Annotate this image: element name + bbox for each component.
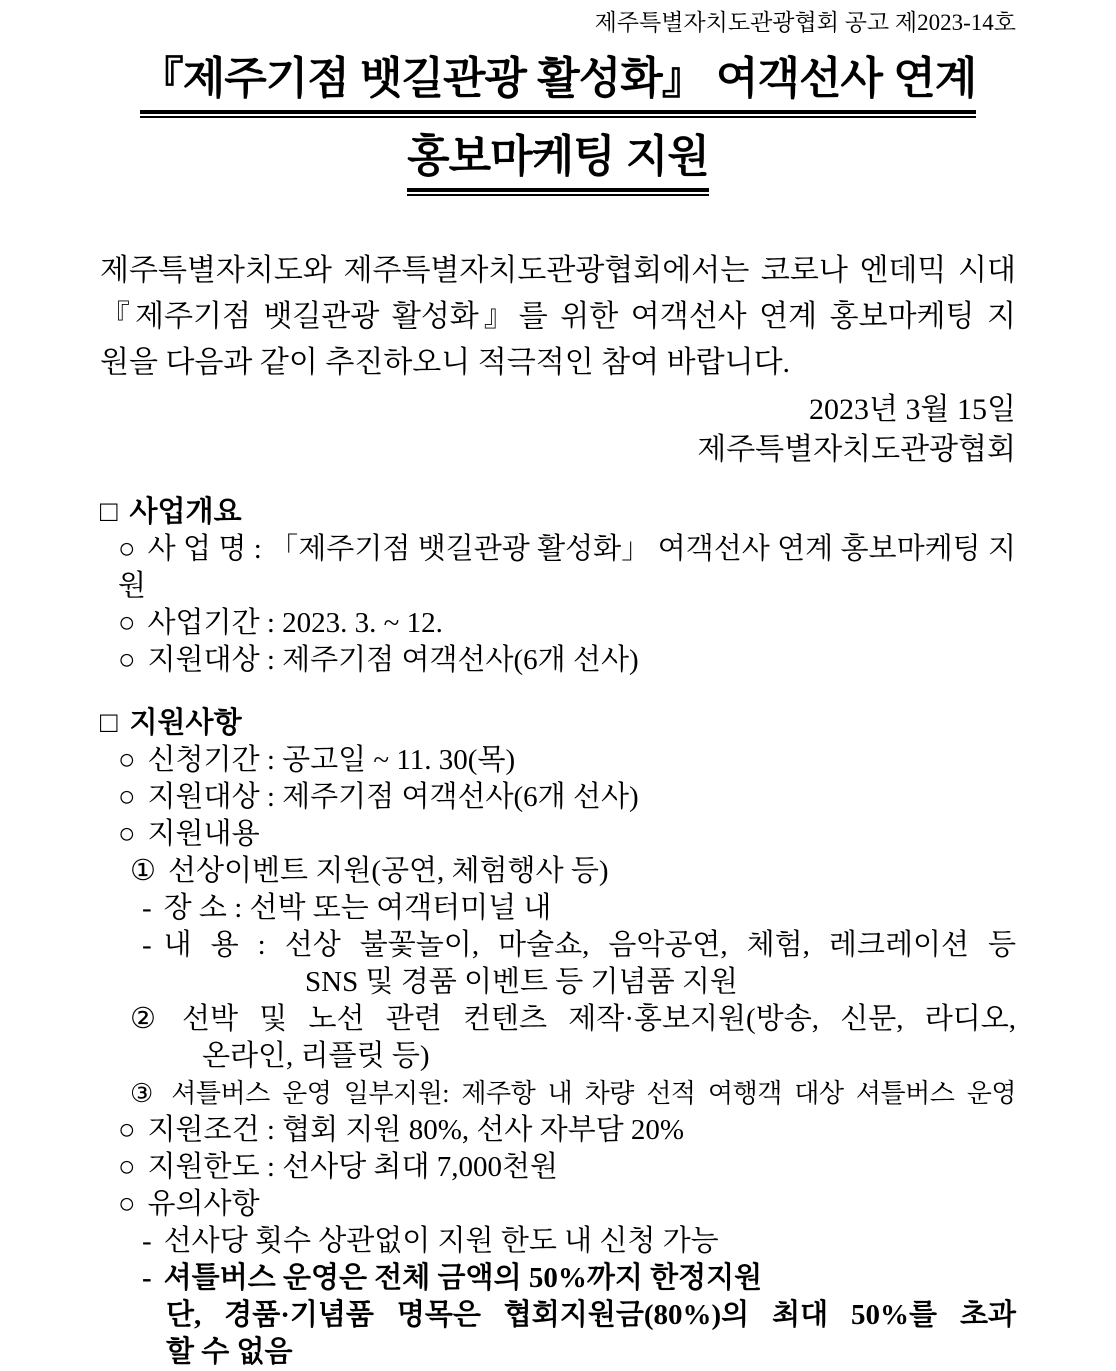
- circled-number-1-icon: ①: [130, 855, 156, 887]
- notice-number: 제주특별자치도관광협회 공고 제2023-14호: [594, 10, 1016, 35]
- numbered-item-3-text: 셔틀버스 운영 일부지원: 제주항 내 차량 선적 여행객 대상 셔틀버스 운영: [171, 1079, 1016, 1108]
- title-line-2: [100, 132, 1016, 196]
- dash-bullet-icon: -: [142, 1225, 152, 1257]
- section-support-label: 지원사항: [129, 707, 242, 739]
- dash-bullet-icon: -: [142, 929, 152, 961]
- item-support-condition-text: 지원조건 : 협회 지원 80%, 선사 자부담 20%: [147, 1114, 685, 1146]
- item-project-name: [100, 531, 1016, 605]
- title-underline-outer-2: [407, 132, 709, 196]
- square-bullet-icon: □: [100, 496, 118, 528]
- item-support-limit-text: 지원한도 : 선사당 최대 7,000천원: [147, 1151, 558, 1183]
- title-underline-outer: [140, 54, 976, 118]
- item-support-condition: [100, 1112, 1016, 1149]
- item-application-period: [100, 742, 1016, 779]
- document-body: [100, 494, 1016, 1371]
- dash-note-1: [100, 1223, 1016, 1260]
- numbered-item-1: [100, 853, 1016, 890]
- title-line-1: [100, 54, 1016, 118]
- circle-bullet-icon: ○: [118, 533, 136, 565]
- continuation-sns-line: SNS 및 경품 이벤트 등 기념품 지원: [305, 966, 738, 998]
- item-support-target: [100, 642, 1016, 679]
- circle-bullet-icon: ○: [118, 1188, 136, 1220]
- dash-note-2: [100, 1260, 1016, 1297]
- dash-bullet-icon: -: [142, 892, 152, 924]
- dash-note-1-text: 선사당 횟수 상관없이 지원 한도 내 신청 가능: [163, 1225, 719, 1257]
- item-support-target-2-text: 지원대상 : 제주기점 여객선사(6개 선사): [147, 781, 639, 813]
- intro-line-1: 제주특별자치도와 제주특별자치도관광협회에서는 코로나 엔데믹 시대: [100, 254, 1016, 287]
- item-support-content: [100, 816, 1016, 853]
- circle-bullet-icon: ○: [118, 1151, 136, 1183]
- continuation-online-line: 온라인, 리플릿 등): [202, 1040, 430, 1072]
- date-line: 2023년 3월 15일: [809, 393, 1016, 426]
- item-notes-text: 유의사항: [147, 1188, 260, 1220]
- circled-number-2-icon: ②: [130, 1003, 170, 1035]
- circle-bullet-icon: ○: [118, 818, 136, 850]
- circle-bullet-icon: ○: [118, 744, 136, 776]
- numbered-item-2-text: 선박 및 노선 관련 컨텐츠 제작·홍보지원(방송, 신문, 라디오,: [181, 1003, 1016, 1035]
- circled-number-3-icon: ③: [130, 1079, 160, 1108]
- circle-bullet-icon: ○: [118, 644, 136, 676]
- numbered-item-3: [100, 1075, 1016, 1112]
- continuation-note-line-1: 단, 경품·기념품 명목은 협회지원금(80%)의 최대 50%를 초과: [166, 1299, 1016, 1331]
- intro-line-2: 『제주기점 뱃길관광 활성화』를 위한 여객선사 연계 홍보마케팅 지: [100, 300, 1016, 333]
- item-project-name-text: 사 업 명 : 「제주기점 뱃길관광 활성화」 여객선사 연계 홍보마케팅 지원: [118, 533, 1016, 602]
- document-title: [100, 54, 1016, 196]
- numbered-item-1-text: 선상이벤트 지원(공연, 체험행사 등): [168, 855, 609, 887]
- section-overview-heading: [100, 494, 1016, 531]
- dash-item-place-text: 장 소 : 선박 또는 여객터미널 내: [163, 892, 552, 924]
- title-line-1-text: 『제주기점 뱃길관광 활성화』 여객선사 연계: [140, 54, 976, 114]
- item-application-period-text: 신청기간 : 공고일 ~ 11. 30(목): [147, 744, 516, 776]
- item-support-target-text: 지원대상 : 제주기점 여객선사(6개 선사): [147, 644, 639, 676]
- title-line-2-text: 홍보마케팅 지원: [407, 132, 709, 192]
- circle-bullet-icon: ○: [118, 1114, 136, 1146]
- numbered-item-2: [100, 1001, 1016, 1038]
- org-line: 제주특별자치도관광협회: [697, 433, 1016, 466]
- intro-line-3: 원을 다음과 같이 추진하오니 적극적인 참여 바랍니다.: [100, 346, 791, 379]
- item-project-period-text: 사업기간 : 2023. 3. ~ 12.: [147, 607, 443, 639]
- section-support-heading: [100, 705, 1016, 742]
- section-overview-label: 사업개요: [129, 496, 242, 528]
- dash-item-content-text: 내 용 : 선상 불꽃놀이, 마술쇼, 음악공연, 체험, 레크레이션 등: [163, 929, 1016, 961]
- intro-paragraph: [100, 248, 1016, 386]
- circle-bullet-icon: ○: [118, 781, 136, 813]
- circle-bullet-icon: ○: [118, 607, 136, 639]
- item-support-target-2: [100, 779, 1016, 816]
- item-notes: [100, 1186, 1016, 1223]
- item-support-limit: [100, 1149, 1016, 1186]
- dash-bullet-icon: -: [142, 1262, 152, 1294]
- item-project-period: [100, 605, 1016, 642]
- continuation-note-line-2: 할 수 없음: [166, 1336, 293, 1368]
- dash-item-place: [100, 890, 1016, 927]
- dash-item-content: [100, 927, 1016, 964]
- item-support-content-text: 지원내용: [147, 818, 260, 850]
- square-bullet-icon: □: [100, 707, 118, 739]
- dash-note-2-text: 셔틀버스 운영은 전체 금액의 50%까지 한정지원: [163, 1262, 763, 1294]
- signature-block: [100, 390, 1016, 470]
